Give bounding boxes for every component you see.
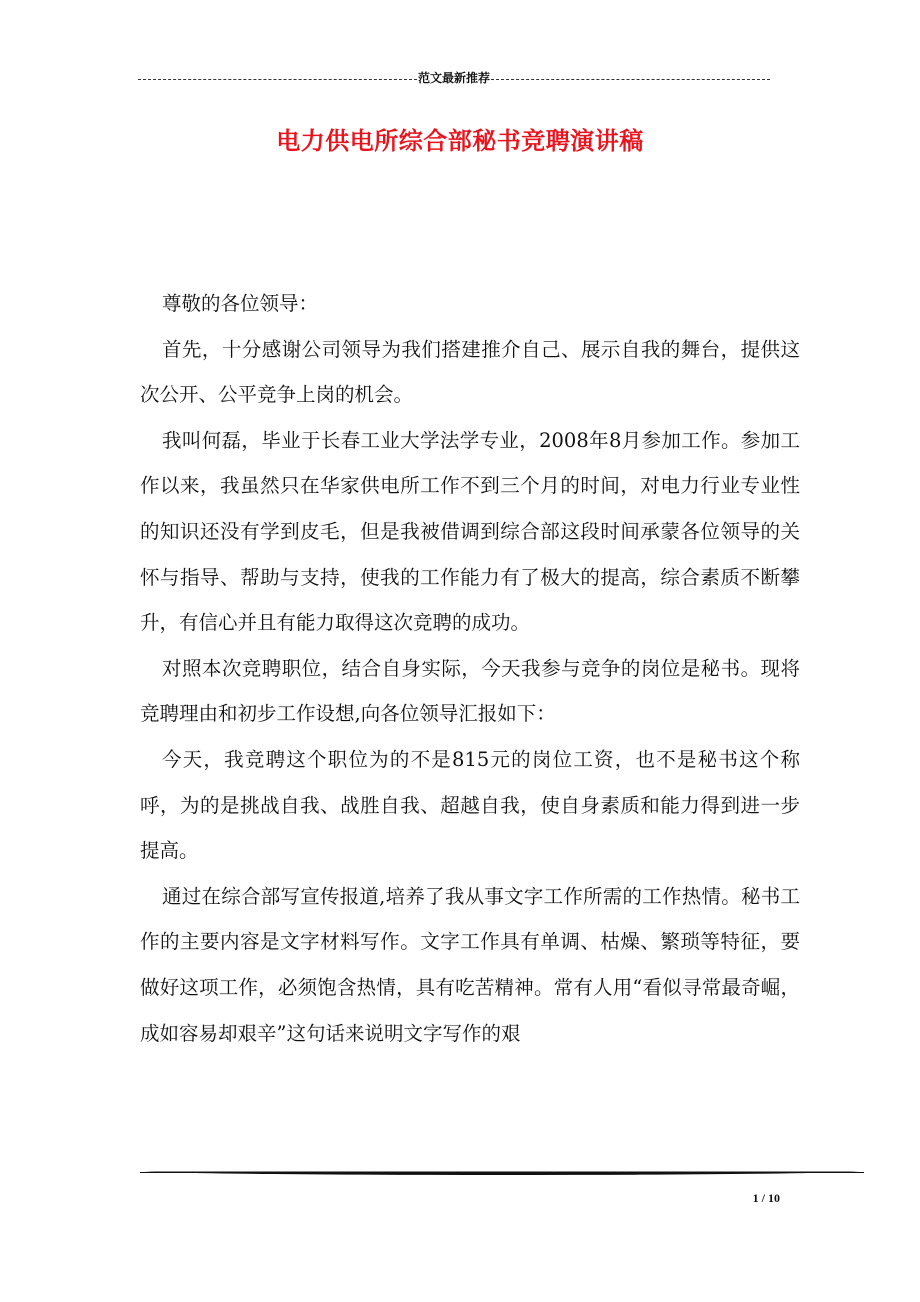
header-dash-right bbox=[491, 79, 770, 80]
page-number: 1 / 10 bbox=[752, 1191, 780, 1205]
paragraph-salutation: 尊敬的各位领导： bbox=[162, 292, 319, 315]
paragraph: 我叫何磊，毕业于长春工业大学法学专业，2008年8月参加工作。参加工作以来，我虽然只在华家供电所工作不到三个月的时间，对电力行业专业性的知识还没有学到皮毛，但是我被借调到综合部这段时间承蒙各位领导的关怀与指导、帮助与支持，使我的工作能力有了极大的提高，综合素质不断攀升，有信心并且有能力取得这次竞聘的成功。 bbox=[140, 428, 800, 635]
paragraph: 对照本次竞聘职位，结合自身实际，今天我参与竞争的岗位是秘书。现将竞聘理由和初步工作设想,向各位领导汇报如下： bbox=[140, 656, 800, 726]
paragraph: 首先，十分感谢公司领导为我们搭建推介自己、展示自我的舞台，提供这次公开、公平竞争上岗的机会。 bbox=[140, 337, 800, 407]
document-title: 电力供电所综合部秘书竞聘演讲稿 bbox=[276, 126, 644, 155]
header-label: 范文最新推荐 bbox=[418, 71, 491, 85]
paragraph: 今天，我竞聘这个职位为的不是815元的岗位工资，也不是秘书这个称呼，为的是挑战自我、战胜自我、超越自我，使自身素质和能力得到进一步提高。 bbox=[140, 747, 800, 863]
page-header-rule bbox=[138, 68, 770, 88]
header-dash-left bbox=[138, 79, 417, 80]
paragraph: 通过在综合部写宣传报道,培养了我从事文字工作所需的工作热情。秘书工作的主要内容是文字材料写作。文字工作具有单调、枯燥、繁琐等特征，要做好这项工作，必须饱含热情，具有吃苦精神。常有人用“看似寻常最奇崛，成如容易却艰辛”这句话来说明文字写作的艰 bbox=[140, 884, 800, 1045]
document-body bbox=[140, 281, 800, 1056]
footer-divider-swash bbox=[140, 1170, 864, 1175]
